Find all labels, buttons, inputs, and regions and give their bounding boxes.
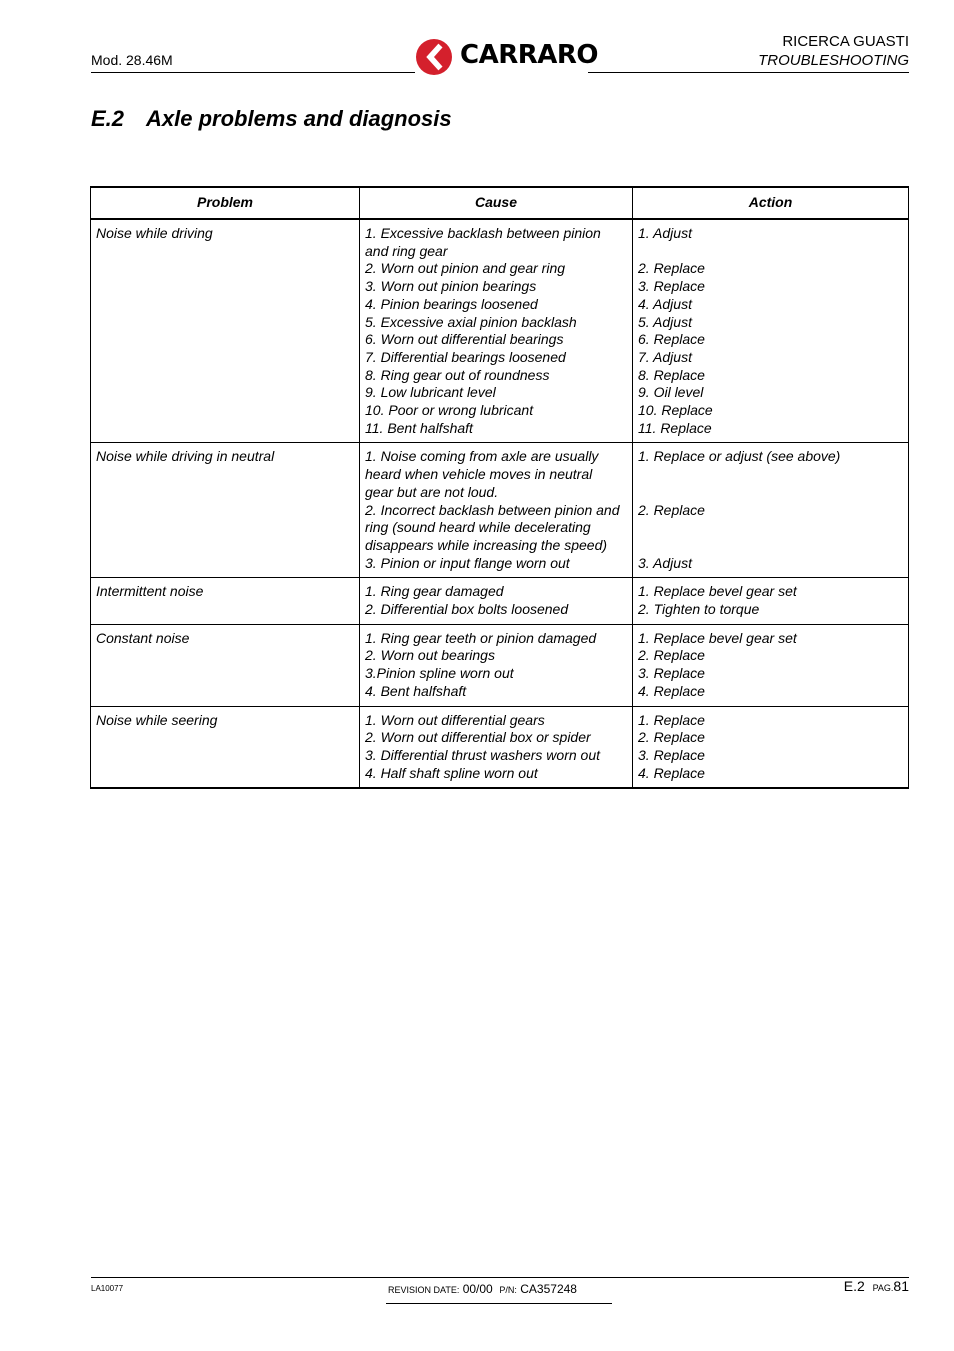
cause-line: 7. Differential bearings loosened <box>365 348 566 365</box>
action-line: 1. Adjust <box>638 225 692 241</box>
cause-line: 9. Low lubricant level <box>365 384 496 401</box>
cause-line: 3.Pinion spline worn out <box>365 665 514 682</box>
cause-line: 4. Half shaft spline worn out <box>365 764 538 781</box>
action-line: 2. Replace <box>638 501 705 518</box>
cause-cell <box>360 219 633 443</box>
section-title-it: RICERCA GUASTI <box>782 33 909 50</box>
footer-rule <box>91 1277 909 1278</box>
cause-line: 4. Pinion bearings loosened <box>365 295 538 312</box>
cause-line: disappears while increasing the speed) <box>365 536 608 553</box>
cause-line: 1. Excessive backlash between pinion <box>365 225 601 241</box>
problem-cell: Noise while seering <box>91 706 360 788</box>
action-line: 10. Replace <box>638 402 713 419</box>
page-info <box>844 1278 909 1294</box>
problem-cell: Constant noise <box>91 624 360 706</box>
document-code: LA10077 <box>91 1284 124 1293</box>
revision-rule <box>386 1303 612 1304</box>
action-line <box>638 537 903 555</box>
problem-cell: Intermittent noise <box>91 578 360 624</box>
action-line <box>638 519 903 537</box>
cause-line: 1. Ring gear damaged <box>365 583 504 600</box>
action-line: 2. Replace <box>638 647 705 664</box>
action-cell <box>633 624 909 706</box>
action-line: 6. Replace <box>638 331 705 348</box>
table-row <box>91 706 909 788</box>
action-line: 8. Replace <box>638 366 705 383</box>
revision-label: REVISION DATE: <box>388 1285 460 1295</box>
cause-line: and ring gear <box>365 242 448 259</box>
problem-cell: Noise while driving <box>91 219 360 443</box>
cause-line: 2. Incorrect backlash between pinion and <box>365 501 620 518</box>
section-heading <box>758 32 909 70</box>
cause-line: 4. Bent halfshaft <box>365 682 467 699</box>
action-line: 11. Replace <box>638 419 712 436</box>
cause-line: 5. Excessive axial pinion backlash <box>365 313 577 330</box>
carraro-logo <box>414 36 598 80</box>
cause-line: 10. Poor or wrong lubricant <box>365 402 534 419</box>
cause-line: gear but are not loud. <box>365 483 499 500</box>
cause-cell <box>360 443 633 578</box>
action-line: 3. Replace <box>638 746 705 763</box>
cause-line: 3. Differential thrust washers worn out <box>365 746 600 763</box>
cause-line: 1. Ring gear teeth or pinion damaged <box>365 629 597 646</box>
action-line: 1. Replace bevel gear set <box>638 629 797 646</box>
action-line: 3. Replace <box>638 278 705 295</box>
action-line: 1. Replace bevel gear set <box>638 583 797 600</box>
action-line: 3. Adjust <box>638 554 692 571</box>
action-line: 9. Oil level <box>638 384 704 401</box>
cause-cell <box>360 578 633 624</box>
action-line <box>638 484 903 502</box>
action-line: 7. Adjust <box>638 348 692 365</box>
header-action: Action <box>633 187 909 219</box>
cause-line: 1. Noise coming from axle are usually <box>365 448 599 465</box>
action-cell <box>633 443 909 578</box>
diagnosis-table <box>90 186 909 789</box>
action-line: 2. Tighten to torque <box>638 601 760 618</box>
pn-value: CA357248 <box>520 1282 577 1296</box>
action-line: 2. Replace <box>638 260 705 277</box>
cause-line: 2. Worn out differential box or spider <box>365 729 591 746</box>
problem-cell: Noise while driving in neutral <box>91 443 360 578</box>
action-cell <box>633 578 909 624</box>
title-text: Axle problems and diagnosis <box>146 106 452 131</box>
cause-line: 1. Worn out differential gears <box>365 711 545 728</box>
title-number: E.2 <box>91 106 125 131</box>
action-line: 4. Replace <box>638 764 705 781</box>
header-cause: Cause <box>360 187 633 219</box>
page-label: PAG. <box>872 1283 894 1293</box>
cause-line: 2. Worn out pinion and gear ring <box>365 260 566 277</box>
cause-line: 3. Worn out pinion bearings <box>365 278 537 295</box>
action-cell <box>633 706 909 788</box>
action-line: 4. Adjust <box>638 295 692 312</box>
header-problem: Problem <box>91 187 360 219</box>
cause-line: 8. Ring gear out of roundness <box>365 366 550 383</box>
cause-line: 11. Bent halfshaft <box>365 419 473 436</box>
cause-cell <box>360 624 633 706</box>
table-row <box>91 219 909 443</box>
action-line: 5. Adjust <box>638 313 692 330</box>
table-row <box>91 443 909 578</box>
revision-info <box>388 1282 577 1296</box>
action-line <box>638 466 903 484</box>
action-line: 4. Replace <box>638 682 705 699</box>
action-line: 2. Replace <box>638 729 705 746</box>
action-line: 1. Replace <box>638 711 705 728</box>
cause-line: 6. Worn out differential bearings <box>365 331 564 348</box>
revision-value: 00/00 <box>462 1282 493 1296</box>
action-line: 1. Replace or adjust (see above) <box>638 448 841 465</box>
table-header-row <box>91 187 909 219</box>
cause-line: ring (sound heard while decelerating <box>365 519 591 536</box>
section-title-en: TROUBLESHOOTING <box>758 52 909 69</box>
cause-line: heard when vehicle moves in neutral <box>365 466 593 483</box>
cause-line: 2. Differential box bolts loosened <box>365 601 569 618</box>
action-cell <box>633 219 909 443</box>
carraro-logo-icon <box>414 36 458 80</box>
pn-label: P/N: <box>499 1285 517 1295</box>
table-row <box>91 624 909 706</box>
table-body <box>91 219 909 788</box>
cause-line: 2. Worn out bearings <box>365 647 495 664</box>
model-label: Mod. 28.46M <box>91 52 173 68</box>
page-number: 81 <box>893 1278 909 1294</box>
cause-cell <box>360 706 633 788</box>
cause-line: 3. Pinion or input flange worn out <box>365 554 570 571</box>
page-title <box>91 106 452 132</box>
header-rule-right <box>588 72 909 73</box>
action-line <box>638 243 903 261</box>
action-line: 3. Replace <box>638 665 705 682</box>
brand-wordmark: CARRARO <box>460 40 598 70</box>
footer-section: E.2 <box>843 1278 865 1294</box>
table-row <box>91 578 909 624</box>
header-rule-left <box>91 72 415 73</box>
